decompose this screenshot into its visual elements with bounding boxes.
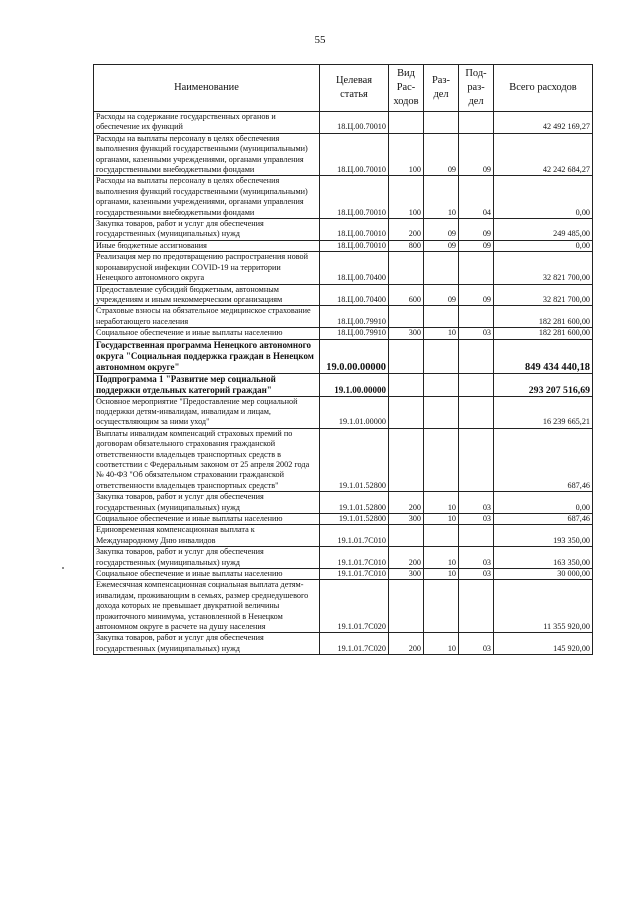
row-article-cell: 19.1.01.7С010: [320, 569, 389, 580]
row-section-cell: [424, 373, 459, 396]
table-row: [94, 428, 593, 491]
budget-table: [93, 64, 593, 655]
row-expense-type-cell: [389, 428, 424, 491]
table-row: [94, 396, 593, 428]
stray-mark: [62, 567, 64, 569]
row-name-cell: Социальное обеспечение и иные выплаты населению: [94, 328, 320, 339]
row-expense-type-cell: 100: [389, 133, 424, 176]
row-subsection-cell: [459, 252, 494, 284]
row-article-cell: 19.1.01.7С010: [320, 547, 389, 569]
table-row: [94, 492, 593, 514]
row-total-cell: 11 355 920,00: [494, 580, 593, 633]
row-expense-type-cell: 300: [389, 514, 424, 525]
row-total-cell: 145 920,00: [494, 633, 593, 655]
row-expense-type-cell: 200: [389, 219, 424, 241]
table-row: [94, 569, 593, 580]
row-total-cell: 163 350,00: [494, 547, 593, 569]
row-section-cell: 10: [424, 328, 459, 339]
table-row: [94, 306, 593, 328]
row-name-cell: Ежемесячная компенсационная социальная выплата детям-инвалидам, проживающим в семьях, размер среднедушевого дохода которых не превышает двукратной величины прожиточного минимума, установленной в Ненецком автономном округе в расчете на душу населения: [94, 580, 320, 633]
row-subsection-cell: [459, 306, 494, 328]
table-row: [94, 373, 593, 396]
row-subsection-cell: 03: [459, 514, 494, 525]
row-subsection-cell: 03: [459, 492, 494, 514]
row-total-cell: 249 485,00: [494, 219, 593, 241]
row-name-cell: Расходы на содержание государственных органов и обеспечение их функций: [94, 112, 320, 134]
row-subsection-cell: [459, 112, 494, 134]
table-row: [94, 219, 593, 241]
row-article-cell: 18.Ц.00.70400: [320, 284, 389, 306]
row-subsection-cell: [459, 428, 494, 491]
row-name-cell: Закупка товаров, работ и услуг для обеспечения государственных (муниципальных) нужд: [94, 219, 320, 241]
row-article-cell: 18.Ц.00.70400: [320, 252, 389, 284]
row-section-cell: 10: [424, 176, 459, 219]
row-section-cell: [424, 306, 459, 328]
row-total-cell: 193 350,00: [494, 525, 593, 547]
row-subsection-cell: 03: [459, 547, 494, 569]
row-name-cell: Единовременная компенсационная выплата к Международному Дню инвалидов: [94, 525, 320, 547]
table-row: [94, 339, 593, 373]
row-subsection-cell: 04: [459, 176, 494, 219]
row-subsection-cell: 09: [459, 284, 494, 306]
row-section-cell: 10: [424, 547, 459, 569]
row-article-cell: 19.1.01.52800: [320, 428, 389, 491]
row-section-cell: [424, 396, 459, 428]
row-total-cell: 687,46: [494, 514, 593, 525]
row-article-cell: 19.1.01.7С020: [320, 580, 389, 633]
row-name-cell: Социальное обеспечение и иные выплаты населению: [94, 569, 320, 580]
row-article-cell: 19.0.00.00000: [320, 339, 389, 373]
row-name-cell: Закупка товаров, работ и услуг для обеспечения государственных (муниципальных) нужд: [94, 547, 320, 569]
row-name-cell: Государственная программа Ненецкого автономного округа "Социальная поддержка граждан в Ненецком автономном округе": [94, 339, 320, 373]
row-subsection-cell: [459, 396, 494, 428]
row-subsection-cell: [459, 373, 494, 396]
row-name-cell: Закупка товаров, работ и услуг для обеспечения государственных (муниципальных) нужд: [94, 492, 320, 514]
row-name-cell: Реализация мер по предотвращению распространения новой коронавирусной инфекции COVID-19 на территории Ненецкого автономного округа: [94, 252, 320, 284]
header-subsection: Под- раз- дел: [459, 65, 494, 112]
row-article-cell: 18.Ц.00.79910: [320, 306, 389, 328]
row-expense-type-cell: [389, 396, 424, 428]
row-subsection-cell: [459, 525, 494, 547]
row-article-cell: 19.1.01.52800: [320, 492, 389, 514]
row-section-cell: 09: [424, 284, 459, 306]
row-expense-type-cell: [389, 373, 424, 396]
row-article-cell: 18.Ц.00.70010: [320, 176, 389, 219]
row-expense-type-cell: [389, 580, 424, 633]
row-expense-type-cell: 600: [389, 284, 424, 306]
row-section-cell: [424, 580, 459, 633]
row-subsection-cell: 09: [459, 219, 494, 241]
row-total-cell: 182 281 600,00: [494, 306, 593, 328]
header-name: Наименование: [94, 65, 320, 112]
table-row: [94, 284, 593, 306]
table-row: [94, 112, 593, 134]
row-section-cell: 10: [424, 633, 459, 655]
row-subsection-cell: 03: [459, 328, 494, 339]
row-total-cell: 32 821 700,00: [494, 284, 593, 306]
table-row: [94, 176, 593, 219]
row-subsection-cell: [459, 339, 494, 373]
row-name-cell: Социальное обеспечение и иные выплаты населению: [94, 514, 320, 525]
row-subsection-cell: 09: [459, 240, 494, 251]
table-row: [94, 547, 593, 569]
row-expense-type-cell: 200: [389, 633, 424, 655]
row-section-cell: [424, 112, 459, 134]
table-row: [94, 525, 593, 547]
table-header-row: [94, 65, 593, 112]
row-expense-type-cell: 300: [389, 328, 424, 339]
row-total-cell: 0,00: [494, 176, 593, 219]
row-article-cell: 19.1.01.7С010: [320, 525, 389, 547]
row-expense-type-cell: [389, 252, 424, 284]
table-row: [94, 580, 593, 633]
row-section-cell: [424, 525, 459, 547]
row-section-cell: 09: [424, 219, 459, 241]
row-expense-type-cell: 300: [389, 569, 424, 580]
row-subsection-cell: 03: [459, 633, 494, 655]
row-section-cell: 09: [424, 133, 459, 176]
row-total-cell: 182 281 600,00: [494, 328, 593, 339]
row-total-cell: 32 821 700,00: [494, 252, 593, 284]
row-expense-type-cell: 200: [389, 547, 424, 569]
row-expense-type-cell: [389, 339, 424, 373]
header-section: Раз- дел: [424, 65, 459, 112]
row-section-cell: [424, 252, 459, 284]
row-section-cell: 10: [424, 569, 459, 580]
row-section-cell: [424, 339, 459, 373]
row-name-cell: Закупка товаров, работ и услуг для обеспечения государственных (муниципальных) нужд: [94, 633, 320, 655]
row-total-cell: 293 207 516,69: [494, 373, 593, 396]
row-name-cell: Основное мероприятие "Предоставление мер социальной поддержки детям-инвалидам, инвалидам и лицам, осуществляющим за ними уход": [94, 396, 320, 428]
table-row: [94, 514, 593, 525]
row-name-cell: Страховые взносы на обязательное медицинское страхование неработающего населения: [94, 306, 320, 328]
row-expense-type-cell: [389, 525, 424, 547]
row-article-cell: 19.1.01.00000: [320, 396, 389, 428]
row-article-cell: 19.1.01.7С020: [320, 633, 389, 655]
page-number: 55: [314, 34, 326, 46]
row-name-cell: Иные бюджетные ассигнования: [94, 240, 320, 251]
row-name-cell: Подпрограмма 1 "Развитие мер социальной поддержки отдельных категорий граждан": [94, 373, 320, 396]
row-subsection-cell: 03: [459, 569, 494, 580]
row-subsection-cell: 09: [459, 133, 494, 176]
row-article-cell: 18.Ц.00.70010: [320, 133, 389, 176]
table-row: [94, 133, 593, 176]
row-total-cell: 687,46: [494, 428, 593, 491]
row-name-cell: Расходы на выплаты персоналу в целях обеспечения выполнения функций государственными (муниципальными) органами, казенными учреждениями, органами управления государственными внебюджетными фондами: [94, 133, 320, 176]
row-total-cell: 16 239 665,21: [494, 396, 593, 428]
row-total-cell: 849 434 440,18: [494, 339, 593, 373]
row-expense-type-cell: 100: [389, 176, 424, 219]
row-section-cell: [424, 428, 459, 491]
row-expense-type-cell: [389, 112, 424, 134]
row-article-cell: 18.Ц.00.70010: [320, 219, 389, 241]
row-total-cell: 30 000,00: [494, 569, 593, 580]
table-row: [94, 252, 593, 284]
row-expense-type-cell: 800: [389, 240, 424, 251]
row-expense-type-cell: 200: [389, 492, 424, 514]
header-total: Всего расходов: [494, 65, 593, 112]
row-expense-type-cell: [389, 306, 424, 328]
row-subsection-cell: [459, 580, 494, 633]
header-article: Целевая статья: [320, 65, 389, 112]
row-total-cell: 0,00: [494, 492, 593, 514]
row-article-cell: 18.Ц.00.70010: [320, 112, 389, 134]
table-row: [94, 633, 593, 655]
row-total-cell: 42 242 684,27: [494, 133, 593, 176]
row-total-cell: 0,00: [494, 240, 593, 251]
row-article-cell: 19.1.01.52800: [320, 514, 389, 525]
row-section-cell: 10: [424, 514, 459, 525]
row-article-cell: 18.Ц.00.70010: [320, 240, 389, 251]
row-article-cell: 19.1.00.00000: [320, 373, 389, 396]
row-section-cell: 10: [424, 492, 459, 514]
row-total-cell: 42 492 169,27: [494, 112, 593, 134]
row-name-cell: Расходы на выплаты персоналу в целях обеспечения выполнения функций государственными (муниципальными) органами, казенными учреждениями, органами управления государственными внебюджетными фондами: [94, 176, 320, 219]
table-row: [94, 328, 593, 339]
row-name-cell: Предоставление субсидий бюджетным, автономным учреждениям и иным некоммерческим организациям: [94, 284, 320, 306]
header-expense-type: Вид Рас- ходов: [389, 65, 424, 112]
table-row: [94, 240, 593, 251]
row-section-cell: 09: [424, 240, 459, 251]
row-name-cell: Выплаты инвалидам компенсаций страховых премий по договорам обязательного страхования гражданской ответственности владельцев транспортных средств в соответствии с Федеральным законом от 25 апреля 2002 года № 40-ФЗ "Об обязательном страховании гражданской ответственности владельцев транспортных средств": [94, 428, 320, 491]
row-article-cell: 18.Ц.00.79910: [320, 328, 389, 339]
